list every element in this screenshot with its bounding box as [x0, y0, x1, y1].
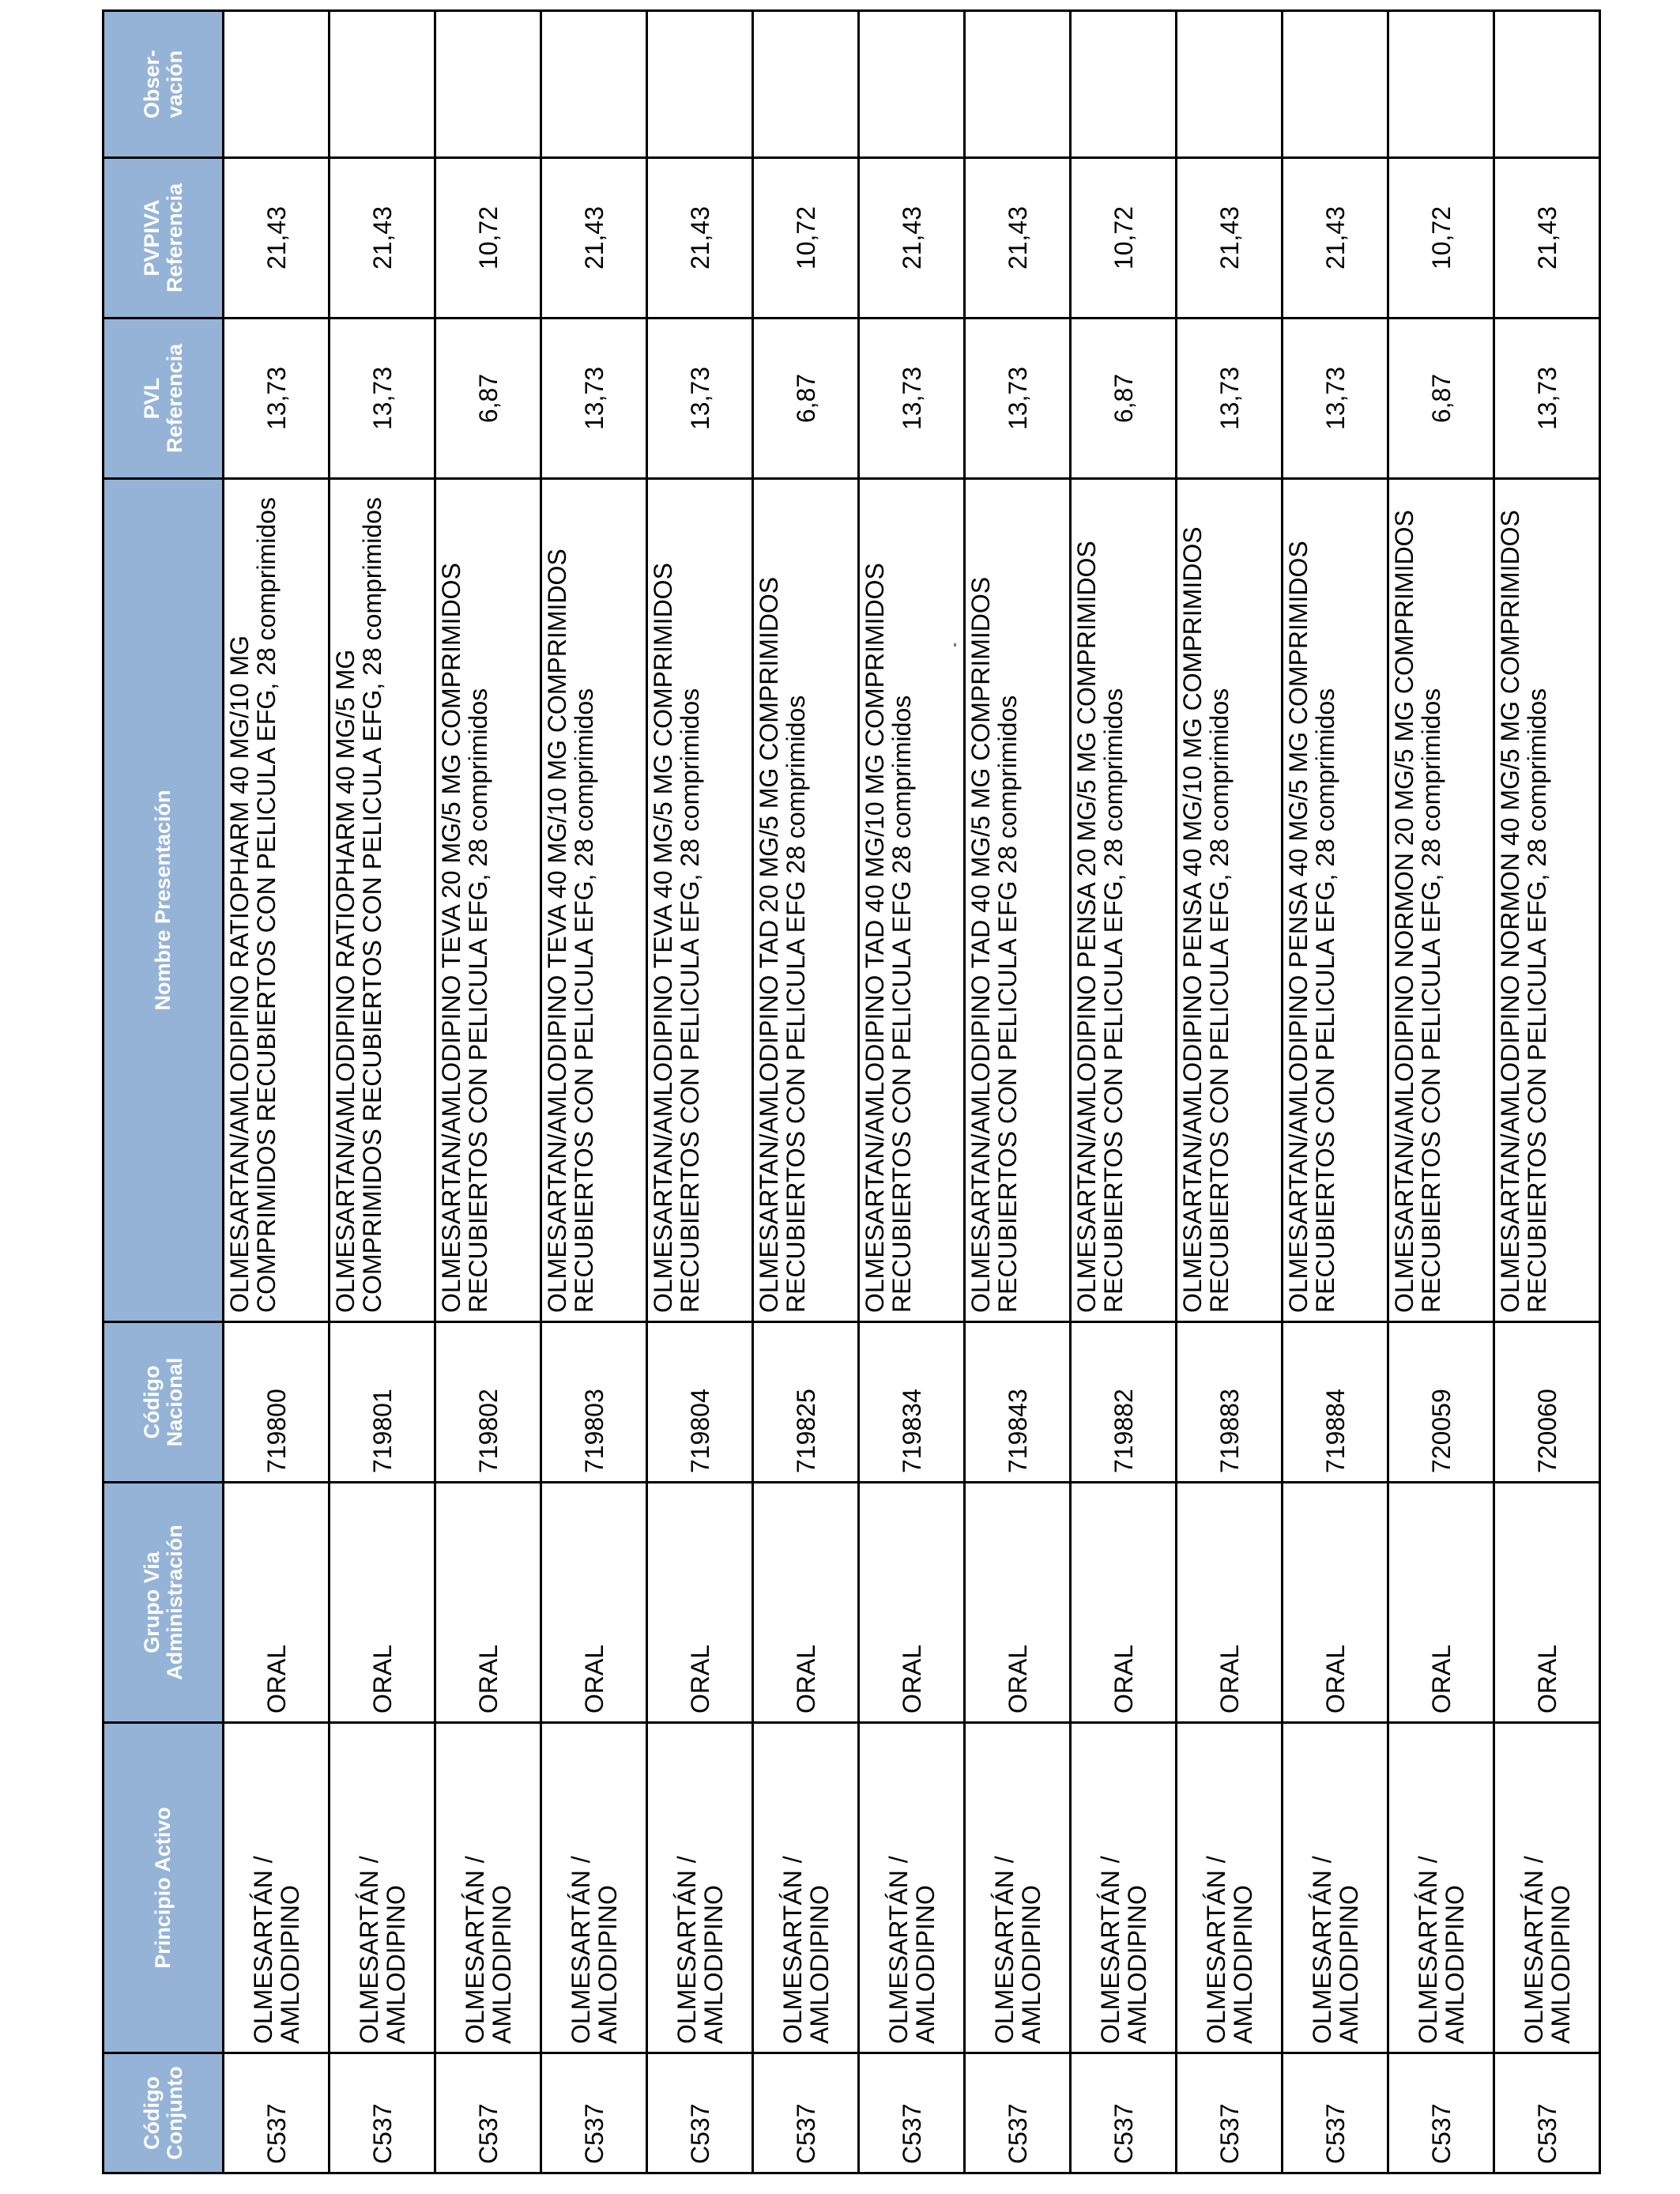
header-codigo-nacional: Código Nacional: [104, 1322, 224, 1483]
cell-pvl-referencia: 13,73: [1494, 319, 1600, 479]
cell-codigo-conjunto: C537: [435, 2053, 541, 2173]
cell-pvl-referencia: 13,73: [330, 319, 435, 479]
cell-nombre-presentacion: OLMESARTAN/AMLODIPINO PENSA 40 MG/10 MG COMPRIMIDOS RECUBIERTOS CON PELICULA EFG, 28 comprimidos: [1177, 479, 1283, 1322]
cell-nombre-presentacion: OLMESARTAN/AMLODIPINO TAD 20 MG/5 MG COMPRIMIDOS RECUBIERTOS CON PELICULA EFG 28 comprimidos: [753, 479, 859, 1322]
cell-observacion: [1283, 11, 1388, 158]
cell-nombre-presentacion: OLMESARTAN/AMLODIPINO RATIOPHARM 40 MG/5 MG COMPRIMIDOS RECUBIERTOS CON PELICULA EFG, 28 comprimidos: [330, 479, 435, 1322]
cell-pvl-referencia: 6,87: [1071, 319, 1177, 479]
cell-codigo-conjunto: C537: [1177, 2053, 1283, 2173]
table-row: [541, 11, 647, 2173]
cell-codigo-nacional: 719825: [753, 1322, 859, 1483]
cell-principio-activo: OLMESARTÁN / AMLODIPINO: [330, 1723, 435, 2053]
cell-principio-activo: OLMESARTÁN / AMLODIPINO: [541, 1723, 647, 2053]
table-row: [1283, 11, 1388, 2173]
cell-pvl-referencia: 13,73: [541, 319, 647, 479]
cell-codigo-conjunto: C537: [753, 2053, 859, 2173]
cell-pvl-referencia: 6,87: [435, 319, 541, 479]
cell-codigo-nacional: 719803: [541, 1322, 647, 1483]
cell-pvpiva-referencia: 21,43: [330, 158, 435, 319]
cell-codigo-conjunto: C537: [965, 2053, 1071, 2173]
cell-principio-activo: OLMESARTÁN / AMLODIPINO: [1283, 1723, 1388, 2053]
header-pvpiva-referencia: PVPIVA Referencia: [104, 158, 224, 319]
cell-grupo-via: ORAL: [435, 1483, 541, 1723]
cell-principio-activo: OLMESARTÁN / AMLODIPINO: [965, 1723, 1071, 2053]
cell-pvpiva-referencia: 21,43: [1177, 158, 1283, 319]
cell-codigo-nacional: 720060: [1494, 1322, 1600, 1483]
table-row: [224, 11, 330, 2173]
cell-observacion: [224, 11, 330, 158]
cell-principio-activo: OLMESARTÁN / AMLODIPINO: [753, 1723, 859, 2053]
cell-pvpiva-referencia: 21,43: [1283, 158, 1388, 319]
cell-nombre-presentacion: OLMESARTAN/AMLODIPINO NORMON 40 MG/5 MG COMPRIMIDOS RECUBIERTOS CON PELICULA EFG, 28 comprimidos: [1494, 479, 1600, 1322]
cell-codigo-conjunto: C537: [1494, 2053, 1600, 2173]
header-observacion: Obser-vación: [104, 11, 224, 158]
cell-observacion: [753, 11, 859, 158]
table-row: [647, 11, 753, 2173]
cell-principio-activo: OLMESARTÁN / AMLODIPINO: [859, 1723, 965, 2053]
cell-principio-activo: OLMESARTÁN / AMLODIPINO: [1071, 1723, 1177, 2053]
cell-grupo-via: ORAL: [859, 1483, 965, 1723]
cell-pvpiva-referencia: 10,72: [435, 158, 541, 319]
cell-grupo-via: ORAL: [1283, 1483, 1388, 1723]
cell-codigo-nacional: 719804: [647, 1322, 753, 1483]
cell-codigo-nacional: 719882: [1071, 1322, 1177, 1483]
cell-pvl-referencia: 13,73: [1177, 319, 1283, 479]
header-nombre-presentacion: Nombre Presentación: [104, 479, 224, 1322]
cell-pvpiva-referencia: 21,43: [1494, 158, 1600, 319]
cell-nombre-presentacion: OLMESARTAN/AMLODIPINO TAD 40 MG/10 MG COMPRIMIDOS RECUBIERTOS CON PELICULA EFG 28 comprimidos: [859, 479, 965, 1322]
cell-observacion: [541, 11, 647, 158]
cell-pvpiva-referencia: 21,43: [647, 158, 753, 319]
cell-pvpiva-referencia: 21,43: [224, 158, 330, 319]
cell-codigo-conjunto: C537: [541, 2053, 647, 2173]
cell-pvpiva-referencia: 21,43: [859, 158, 965, 319]
cell-grupo-via: ORAL: [753, 1483, 859, 1723]
cell-grupo-via: ORAL: [965, 1483, 1071, 1723]
table-row: [1177, 11, 1283, 2173]
cell-grupo-via: ORAL: [1494, 1483, 1600, 1723]
cell-observacion: [1494, 11, 1600, 158]
cell-codigo-conjunto: C537: [859, 2053, 965, 2173]
cell-pvl-referencia: 6,87: [1388, 319, 1494, 479]
table-row: [753, 11, 859, 2173]
cell-principio-activo: OLMESARTÁN / AMLODIPINO: [1177, 1723, 1283, 2053]
cell-codigo-conjunto: C537: [1071, 2053, 1177, 2173]
cell-grupo-via: ORAL: [1388, 1483, 1494, 1723]
cell-codigo-nacional: 719884: [1283, 1322, 1388, 1483]
cell-nombre-presentacion: OLMESARTAN/AMLODIPINO TEVA 40 MG/10 MG COMPRIMIDOS RECUBIERTOS CON PELICULA EFG, 28 comprimidos: [541, 479, 647, 1322]
cell-observacion: [1071, 11, 1177, 158]
cell-nombre-presentacion: OLMESARTAN/AMLODIPINO TAD 40 MG/5 MG COMPRIMIDOS RECUBIERTOS CON PELICULA EFG 28 comprimidos: [965, 479, 1071, 1322]
cell-observacion: [330, 11, 435, 158]
cell-pvpiva-referencia: 21,43: [541, 158, 647, 319]
cell-codigo-nacional: 719843: [965, 1322, 1071, 1483]
cell-principio-activo: OLMESARTÁN / AMLODIPINO: [647, 1723, 753, 2053]
rotated-table-wrapper: [102, 12, 1595, 2174]
cell-nombre-presentacion: OLMESARTAN/AMLODIPINO PENSA 20 MG/5 MG COMPRIMIDOS RECUBIERTOS CON PELICULA EFG, 28 comprimidos: [1071, 479, 1177, 1322]
cell-grupo-via: ORAL: [541, 1483, 647, 1723]
cell-nombre-presentacion: OLMESARTAN/AMLODIPINO TEVA 20 MG/5 MG COMPRIMIDOS RECUBIERTOS CON PELICULA EFG, 28 comprimidos: [435, 479, 541, 1322]
header-pvl-referencia: PVL Referencia: [104, 319, 224, 479]
cell-observacion: [965, 11, 1071, 158]
cell-codigo-conjunto: C537: [224, 2053, 330, 2173]
cell-codigo-nacional: 720059: [1388, 1322, 1494, 1483]
price-table: [102, 9, 1601, 2174]
cell-pvl-referencia: 13,73: [965, 319, 1071, 479]
cell-pvpiva-referencia: 21,43: [965, 158, 1071, 319]
header-codigo-conjunto: Código Conjunto: [104, 2053, 224, 2173]
cell-observacion: [1177, 11, 1283, 158]
cell-nombre-presentacion: OLMESARTAN/AMLODIPINO PENSA 40 MG/5 MG COMPRIMIDOS RECUBIERTOS CON PELICULA EFG, 28 comprimidos: [1283, 479, 1388, 1322]
table-row: [965, 11, 1071, 2173]
header-principio-activo: Principio Activo: [104, 1723, 224, 2053]
cell-principio-activo: OLMESARTÁN / AMLODIPINO: [1494, 1723, 1600, 2053]
cell-codigo-conjunto: C537: [330, 2053, 435, 2173]
cell-principio-activo: OLMESARTÁN / AMLODIPINO: [224, 1723, 330, 2053]
cell-codigo-nacional: 719802: [435, 1322, 541, 1483]
table-body: [224, 11, 1600, 2173]
cell-pvl-referencia: 13,73: [859, 319, 965, 479]
cell-observacion: [1388, 11, 1494, 158]
cell-pvl-referencia: 13,73: [647, 319, 753, 479]
cell-observacion: [859, 11, 965, 158]
cell-pvpiva-referencia: 10,72: [1071, 158, 1177, 319]
table-row: [859, 11, 965, 2173]
cell-codigo-nacional: 719801: [330, 1322, 435, 1483]
cell-grupo-via: ORAL: [1177, 1483, 1283, 1723]
cell-codigo-nacional: 719834: [859, 1322, 965, 1483]
cell-nombre-presentacion: OLMESARTAN/AMLODIPINO RATIOPHARM 40 MG/10 MG COMPRIMIDOS RECUBIERTOS CON PELICULA EFG, 28 comprimidos: [224, 479, 330, 1322]
cell-pvl-referencia: 13,73: [1283, 319, 1388, 479]
cell-pvl-referencia: 6,87: [753, 319, 859, 479]
cell-grupo-via: ORAL: [224, 1483, 330, 1723]
table-row: [330, 11, 435, 2173]
cell-nombre-presentacion: OLMESARTAN/AMLODIPINO NORMON 20 MG/5 MG COMPRIMIDOS RECUBIERTOS CON PELICULA EFG, 28 comprimidos: [1388, 479, 1494, 1322]
cell-grupo-via: ORAL: [330, 1483, 435, 1723]
cell-pvpiva-referencia: 10,72: [1388, 158, 1494, 319]
cell-nombre-presentacion: OLMESARTAN/AMLODIPINO TEVA 40 MG/5 MG COMPRIMIDOS RECUBIERTOS CON PELICULA EFG, 28 comprimidos: [647, 479, 753, 1322]
cell-observacion: [647, 11, 753, 158]
table-row: [435, 11, 541, 2173]
cell-codigo-conjunto: C537: [647, 2053, 753, 2173]
cell-codigo-nacional: 719800: [224, 1322, 330, 1483]
cell-grupo-via: ORAL: [647, 1483, 753, 1723]
cell-codigo-conjunto: C537: [1283, 2053, 1388, 2173]
header-grupo-via: Grupo Via Administración: [104, 1483, 224, 1723]
table-row: [1388, 11, 1494, 2173]
cell-pvpiva-referencia: 10,72: [753, 158, 859, 319]
table-header-row: [104, 11, 224, 2173]
cell-codigo-nacional: 719883: [1177, 1322, 1283, 1483]
cell-observacion: [435, 11, 541, 158]
table-row: [1071, 11, 1177, 2173]
cell-principio-activo: OLMESARTÁN / AMLODIPINO: [435, 1723, 541, 2053]
cell-codigo-conjunto: C537: [1388, 2053, 1494, 2173]
cell-pvl-referencia: 13,73: [224, 319, 330, 479]
table-row: [1494, 11, 1600, 2173]
cell-principio-activo: OLMESARTÁN / AMLODIPINO: [1388, 1723, 1494, 2053]
cell-grupo-via: ORAL: [1071, 1483, 1177, 1723]
